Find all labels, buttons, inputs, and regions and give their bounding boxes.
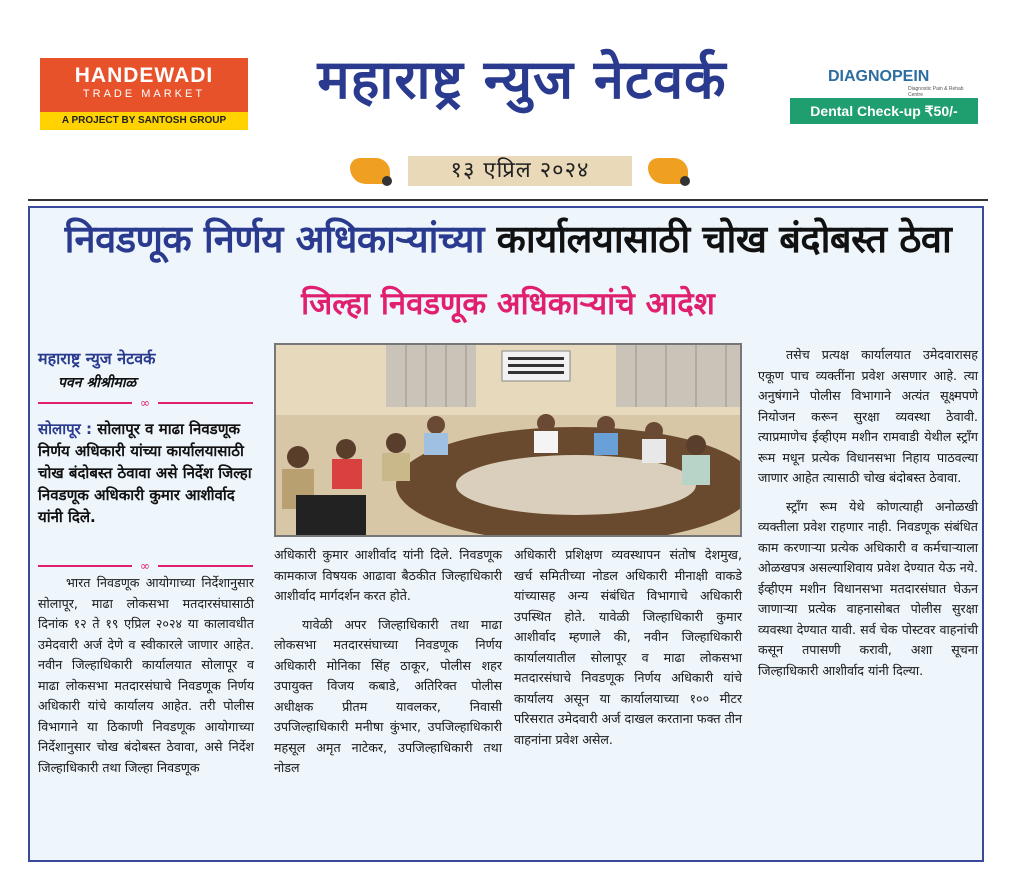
meeting-photo-illustration [276, 345, 740, 535]
diagnopein-advertisement [790, 64, 978, 126]
column-3-paragraph: अधिकारी प्रशिक्षण व्यवस्थापन संतोष देशमुख, खर्च समितीच्या नोडल अधिकारी मीनाक्षी वाकडे यांच्यासह अन्य संबंधित विभागाचे अधिकारी उपस्थित होते. यावेळी जिल्हाधिकारी कुमार आशीर्वाद म्हणाले की, नवीन जिल्हाधिकारी कार्यालयातील सोलापूर व माढा लोकसभा मतदारसंघाचे निवडणूक निर्णय अधिकारी यांचे कार्यालय असून या कार्यालयाच्या १०० मीटर परिसरात उमेदवारी अर्ज दाखल करताना फक्त तीन वाहनांना प्रवेश असेल. [514, 547, 742, 747]
article-column-1 [38, 573, 254, 778]
date-bar [346, 154, 692, 188]
column-2-paragraph-2: यावेळी अपर जिल्हाधिकारी तथा माढा लोकसभा मतदारसंघाच्या निवडणूक निर्णय अधिकारी मोनिका सिंह ठाकूर, पोलीस शहर उपायुक्त विजय कबाडे, अतिरिक्त पोलीस अधीक्षक प्रीतम यावलकर, निवासी उपजिल्हाधिकारी मनीषा कुंभार, उपजिल्हाधिकारी महसूल अमृत नाटेकर, उपजिल्हाधिकारी तथा नोडल [274, 616, 502, 775]
divider-ornament-icon: ∞ [38, 402, 253, 404]
ad-right-tagline: Diagnostic Pain & Rehab Centre [908, 86, 964, 98]
byline-organization: महाराष्ट्र न्युज नेटवर्क [38, 349, 156, 368]
column-1-paragraph: भारत निवडणूक आयोगाच्या निर्देशानुसार सोलापूर, माढा लोकसभा मतदारसंघासाठी दिनांक १२ ते १९ एप्रिल २०२४ या कालावधीत उमेदवारी अर्ज देणे व स्वीकारले जाणार आहेत. नवीन जिल्हाधिकारी कार्यालयात सोलापूर व माढा लोकसभा मतदारसंघाचे निवडणूक निर्णय अधिकारी यांचे कार्यालय आहेत. तरी पोलीस विभागाने या ठिकाणी निवडणूक आयोगाच्या निर्देशानुसार चोख बंदोबस्त ठेवावा, असे निर्देश जिल्हाधिकारी तथा जिल्हा निवडणूक [38, 575, 254, 775]
headline-part2: कार्यालयासाठी चोख बंदोबस्त ठेवा [496, 217, 952, 261]
column-2-paragraph-1: अधिकारी कुमार आशीर्वाद यांनी दिले. निवडणूक कामकाज विषयक आढावा बैठकीत जिल्हाधिकारी आशीर्वाद मार्गदर्शन करत होते. [274, 547, 502, 603]
article-column-3 [514, 545, 742, 750]
divider-ornament-icon: ∞ [38, 565, 253, 567]
ad-left-line3: A PROJECT BY SANTOSH GROUP [40, 112, 248, 130]
lead-paragraph [38, 418, 256, 528]
lead-dateline: सोलापूर : [38, 420, 92, 438]
newspaper-title: महाराष्ट्र न्युज नेटवर्क [317, 48, 727, 111]
masthead-rule [28, 199, 988, 201]
issue-date: १३ एप्रिल २०२४ [408, 156, 632, 186]
maharashtra-map-logo-icon [346, 154, 394, 188]
handewadi-advertisement [40, 58, 248, 130]
article-subheadline: जिल्हा निवडणूक अधिकाऱ्यांचे आदेश [301, 286, 715, 322]
ad-left-line1: HANDEWADI [74, 64, 214, 87]
headline-part1: निवडणूक निर्णय अधिकाऱ्यांच्या [64, 217, 484, 261]
ad-right-offer: Dental Check-up ₹50/- [790, 98, 978, 124]
ad-left-line2: TRADE MARKET [82, 88, 206, 100]
article-headline [38, 212, 978, 264]
lead-text: सोलापूर व माढा निवडणूक निर्णय अधिकारी यांच्या कार्यालयासाठी चोख बंदोबस्त ठेवावा असे निर्देश जिल्हा निवडणूक अधिकारी कुमार आशीर्वाद यांनी दिले. [38, 420, 252, 526]
byline [38, 347, 253, 392]
meeting-photo [274, 343, 742, 537]
ad-right-brand: DIAGNOPEIN [828, 68, 930, 85]
byline-author: पवन श्रीश्रीमाळ [58, 375, 137, 391]
maharashtra-map-logo-icon [644, 154, 692, 188]
article-column-4 [758, 345, 978, 681]
column-4-paragraph-2: स्ट्रॉंग रूम येथे कोणत्याही अनोळखी व्यक्तीला प्रवेश राहणार नाही. निवडणूक संबंधित काम करणाऱ्या प्रत्येक अधिकारी व कर्मचाऱ्याला ओळखपत्र असल्याशिवाय प्रवेश देण्यात येऊ नये. ईव्हीएम मशीन विधानसभा मतदारसंघात घेऊन जाणाऱ्या प्रत्येक वाहनासोबत पोलीस सुरक्षा व्यवस्था देण्यात यावी. सर्व चेक पोस्टवर वाहनांची कसून तपासणी करावी, अशा सूचना जिल्हाधिकारी आशीर्वाद यांनी दिल्या. [758, 498, 978, 678]
column-4-paragraph-1: तसेच प्रत्यक्ष कार्यालयात उमेदवारासह एकूण पाच व्यक्तींना प्रवेश असणार आहे. त्या अनुषंगाने पोलीस विभागाने अत्यंत सूक्ष्मपणे नियोजन करून सुरक्षा व्यवस्था ठेवावी. त्याप्रमाणेच ईव्हीएम मशीन रामवाडी येथील स्ट्रॉंग रूम मधून प्रत्येक विधानसभा निहाय पाठवल्या जाणार आहेत त्यासाठी चोख बंदोबस्त ठेवावा. [758, 347, 978, 485]
article-column-2 [274, 545, 502, 779]
